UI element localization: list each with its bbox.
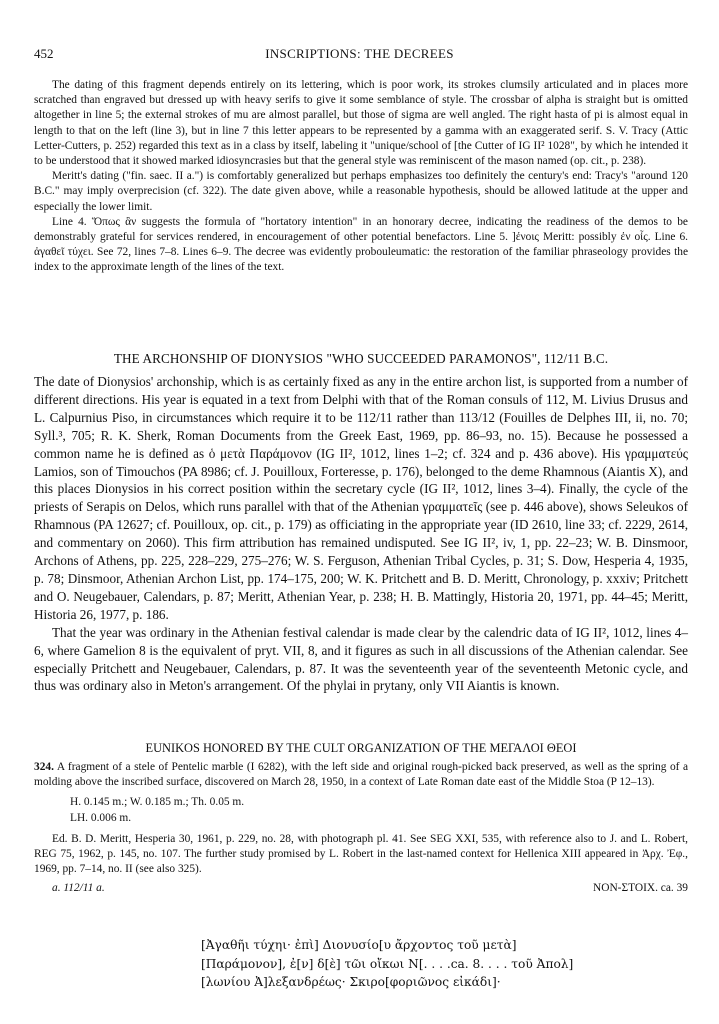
archonship-paragraph-calendar: That the year was ordinary in the Athenian festival calendar is made clear by the calendric data of IG II², 1012, lines 4–6, where Gamelion 8 is the equivalent of pryt. VII, 8, and it figures as such in all discussions of the Athenian calendar. See especially Pritchett and Neugebauer, Calendars, p. 87. It was the seventeenth year of the seventeenth Metonic cycle, and thus was ordinary also in Meton's arrangement. Of the phylai in prytany, only VII Aiantis is known. [34,624,688,694]
archonship-section [34,373,688,695]
commentary-paragraph-lettering: The dating of this fragment depends entirely on its lettering, which is poor work, its strokes clumsily articulated and in places more scratched than engraved but dressed up with heavy serifs to give it some semblance of style. The crossbar of alpha is straight but is omitted altogether in line 5; the external strokes of mu are almost parallel, but those of sigma are well angled. The right hasta of pi is almost equal in length to that on the left (line 3), but in line 7 this letter appears to be represented by a gamma with an exaggerated serif. S. V. Tracy (Attic Letter-Cutters, p. 252) regarded this text as in a class by itself, labeling it "unique/school of [the Cutter of IG II² 1028", by which he intended it to be understood that it showed marked idiosyncrasies but that the general style was reminiscent of the mason named (op. cit., p. 238). [34,79,688,168]
commentary-paragraph-line-notes: Line 4. Ὅπως ἂν suggests the formula of "hortatory intention" in an honorary decree, indicating the readiness of the demos to be demonstrably grateful for services rendered, in encouragement of other potential benefactors. Line 5. ]ένοις Meritt: possibly ἐν οἷς. Line 6. ἀγαθεῖ τύχει. See 72, lines 7–8. Lines 6–9. The decree was evidently probouleumatic: the restoration of the familiar phraseology provides the index to the approximate length of the lines of the text. [34,215,688,274]
inscription-format: NON-ΣΤΟΙΧ. ca. 39 [593,882,688,895]
measurements: H. 0.145 m.; W. 0.185 m.; Th. 0.05 m. [70,796,245,809]
commentary-paragraph-dating: Meritt's dating ("fin. saec. II a.") is comfortably generalized but perhaps emphasizes too definitely the century's end: Tracy's "around 120 B.C." may imply overprecision (cf. 322). The date given above, while a reasonable hypothesis, should be allowed latitude at the upper and especially the lower limit. [34,170,688,213]
inscription-line: [λωνίου Ἀ]λεξανδρέως· Σκιρο[φοριῶνος εἰκάδι]· [201,975,501,990]
section-heading-archonship: THE ARCHONSHIP OF DIONYSIOS "WHO SUCCEEDED PARAMONOS", 112/11 B.C. [113,351,609,366]
entry-description [34,760,688,790]
greek-inscription-text [201,936,621,992]
date-line [34,881,688,897]
section-heading-eunikos: EUNIKOS HONORED BY THE CULT ORGANIZATION OF THE ΜΕΓΑΛΟΙ ΘΕΟΙ [145,741,577,755]
inscription-line: [Ἀγαθῆι τύχηι· ἐπὶ] Διονυσίο[υ ἄρχοντος τοῦ μετὰ] [201,938,517,952]
entry-text: A fragment of a stele of Pentelic marble (I 6282), with the left side and original rough-picked back preserved, as well as the spring of a molding above the inscribed surface, discovered on March 28, 1950, in a context of Late Roman date east of the Middle Stoa (P 12–13). [34,761,689,789]
running-title: INSCRIPTIONS: THE DECREES [265,46,454,61]
edition-reference: Ed. B. D. Meritt, Hesperia 30, 1961, p. 229, no. 28, with photograph pl. 41. See SEG XXI, 535, with reference also to J. and L. Robert, REG 75, 1962, p. 145, no. 107. The further study promised by L. Robert in the last-named context for Hellenica XIII appeared in Ἀρχ. Ἐφ., 1969, pp. 7–14, no. II (see also 325). [34,832,688,876]
entry-number: 324. [34,761,54,773]
page-number: 452 [34,46,54,61]
inscription-date: a. 112/11 a. [52,882,105,895]
commentary-block [34,78,688,276]
archonship-paragraph-date: The date of Dionysios' archonship, which is as certainly fixed as any in the entire archon list, is supported from a number of different directions. His year is equated in a text from Delphi with that of the Roman consuls of 112, M. Livius Drusus and L. Calpurnius Piso, in circumstances which require it to be 112/11 rather than 113/12 (Fouilles de Delphes III, ii, no. 70; Syll.³, 705; R. K. Sherk, Roman Documents from the Greek East, 1969, pp. 86–93, no. 15). Because he possessed a common name he is defined as ὁ μετὰ Παράμονον (IG II², 1012, lines 1–2; cf. 324 and p. 436 above). His γραμματεύς Lamios, son of Timouchos (PA 8986; cf. J. Pouilloux, Forteresse, p. 176), belonged to the deme Rhamnous (Aiantis X), and this places Dionysios in his correct position within the secretary cycle (IG II², 1012, lines 3–4). Finally, the cycle of the priests of Serapis on Delos, which runs parallel with that of the Athenian γραμματεῖς (see p. 446 above), shows Seleukos of Rhamnous (PA 12627; cf. Pouilloux, op. cit., p. 179) as officiating in the appropriate year (ID 2610, line 33; cf. 2229, 2614, and commentary on 2060). This firm attribution has remained undisputed. See IG II², iv, 1, pp. 22–23; W. B. Dinsmoor, Archons of Athens, pp. 225, 228–229, 275–276; W. S. Ferguson, Athenian Tribal Cycles, p. 31; S. Dow, Hesperia 4, 1935, p. 78; Dinsmoor, Athenian Archon List, pp. 174–175, 200; W. K. Pritchett and B. D. Meritt, Chronology, p. xxxiv; Pritchett and O. Neugebauer, Calendars, p. 87; Meritt, Athenian Year, p. 238; H. B. Mattingly, Historia 20, 1971, pp. 44–45; Meritt, Historia 26, 1977, p. 186. [34,374,688,622]
inscription-line: [Παράμονον], ἐ[ν] δ[ὲ] τῶι οἴκωι Ν[. . . .ca. 8. . . . τοῦ Ἀπολ] [201,956,574,971]
entry-324 [34,760,688,897]
letter-height: LH. 0.006 m. [70,811,132,824]
page-header [34,46,685,66]
